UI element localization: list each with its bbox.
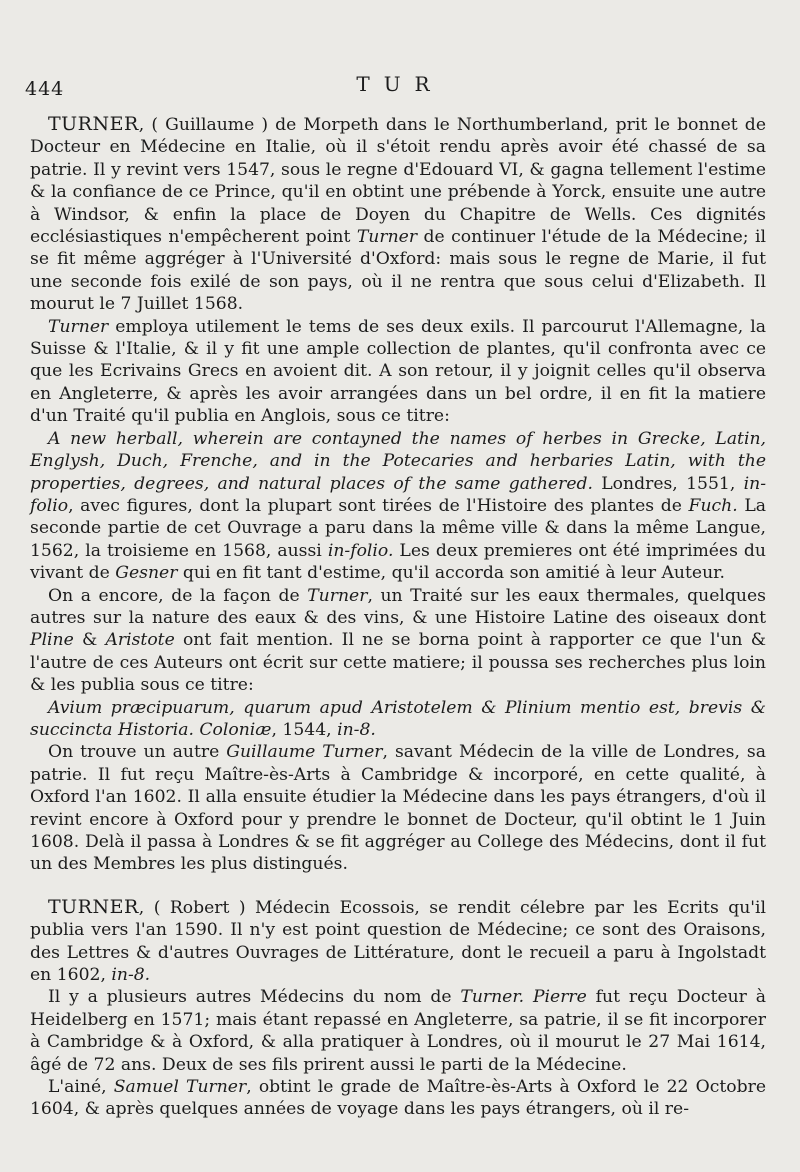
text-run: On a encore, de la façon de [48, 585, 308, 606]
page-number: 444 [25, 78, 65, 100]
entry-turner-guillaume [30, 113, 766, 316]
paragraph-book-title [30, 697, 766, 742]
paragraph-book-title [30, 428, 766, 585]
text-run: de continuer l'étude de la Médecine; il se fit même aggréger à l'Université d'Oxford: mais sous le regne de Marie, il fut une seconde fois exilé de son pays, où il ne rentra que sous celui d'Elizabeth. Il mourut le 7 Juillet 1568. [30, 227, 766, 315]
text-run: Londres, 1551, [592, 473, 744, 494]
text-run: , obtint le grade de Maître-ès-Arts à Oxford le 22 Octobre 1604, & après quelques années de voyage dans les pays étrangers, où il re- [30, 1077, 766, 1120]
text-run: qui en fit tant d'estime, qu'il accorda son amitié à leur Auteur. [177, 563, 725, 584]
italic-name: Turner [356, 227, 418, 248]
text-run: & [73, 630, 106, 651]
headword: TURNER [48, 113, 139, 135]
text-run: , ( Guillaume ) de Morpeth dans le Northumberland, prit le bonnet de Docteur en Médecine en Italie, où il s'étoit rendu après avoir été chassé de sa patrie. Il y revint vers 1547, sous le regne d'Edouard VI, & gagna tellement l'estime & la confiance de ce Prince, qu'il en obtint une prébende à Yorck, ensuite une autre à Windsor, & enfin la place de Doyen du Chapitre de Wells. Ces dignités ecclésiastiques n'empêcherent point [30, 115, 766, 248]
text-run: Les deux premieres ont été imprimées du vivant de [30, 540, 766, 584]
text-run: On trouve un autre [48, 742, 227, 763]
italic-name: Pline [30, 630, 74, 651]
italic-name: Samuel Turner [113, 1077, 247, 1098]
text-run: fut reçu Docteur à Heidelberg en 1571; mais étant repassé en Angleterre, sa patrie, il se fit incorporer à Cambridge & à Oxford, & alla pratiquer à Londres, où il mourut le 27 Mai 1614, âgé de 72 ans. Deux de ses fils prirent aussi le parti de la Médecine. [30, 987, 766, 1075]
headword: TURNER [48, 895, 139, 918]
italic-name: Gesner [115, 563, 178, 584]
text-run: Il y a plusieurs autres Médecins du nom de [48, 987, 461, 1008]
italic-name: Aristote [105, 630, 175, 651]
text-run: , ( Robert ) Médecin Ecossois, se rendit célebre par les Ecrits qu'il publia vers l'an 1590. Il n'y est point question de Médecine; ce sont des Oraisons, des Lettres & d'autres Ouvrages de Littérature, dont le recueil a paru à Ingolstadt en 1602, [30, 897, 766, 986]
text-run: , savant Médecin de la ville de Londres, sa patrie. Il fut reçu Maître-ès-Arts à Cambridge & incorporé, en cette qualité, à Oxford l'an 1602. Il alla ensuite étudier la Médecine dans les pays étrangers, d'où il revint encore à Oxford pour y prendre le bonnet de Docteur, qu'il obtint le 1 Juin 1608. Delà il passa à Londres & se fit aggréger au College des Médecins, dont il fut un des Membres les plus distingués. [30, 742, 766, 875]
text-run: L'ainé, [48, 1077, 114, 1098]
italic-name: Turner. Pierre [460, 987, 587, 1008]
text-run: , un Traité sur les eaux thermales, quelques autres sur la nature des eaux & des vins, & une Histoire Latine des oiseaux dont [30, 585, 766, 628]
paragraph [30, 741, 766, 875]
text-run: , avec figures, dont la plupart sont tirées de l'Histoire des plantes de [68, 495, 689, 516]
italic-name: Turner [307, 585, 368, 606]
entry-turner-robert [30, 896, 766, 987]
paragraph [30, 1076, 766, 1121]
format: in-8. [337, 719, 376, 740]
text-run: ont fait mention. Il ne se borna point à rapporter ce que l'un & l'autre de ces Auteurs ont écrit sur cette matiere; il poussa ses recherches plus loin & les publia sous ce titre: [30, 630, 766, 696]
text-run: employa utilement le tems de ses deux exils. Il parcourut l'Allemagne, la Suisse & l'Italie, & il y fit une ample collection de plantes, qu'il confronta avec ce que les Ecrivains Grecs en avoient dit. A son retour, il y joignit celles qu'il observa en Angleterre, & après les avoir arrangées dans un bel ordre, il en fit la matiere d'un Traité qu'il publia en Anglois, sous ce titre: [30, 316, 766, 427]
format: in-8. [111, 965, 151, 986]
italic-name: Guillaume Turner [226, 742, 383, 763]
body-text [30, 113, 766, 1121]
book-title: Avium præcipuarum, quarum apud Aristotelem & Plinium mentio est, brevis & succincta Historia. Coloniæ [30, 697, 766, 740]
paragraph [30, 986, 766, 1076]
text-run: La seconde partie de cet Ouvrage a paru dans la même ville & dans la même Langue, 1562, la troisieme en 1568, aussi [30, 495, 766, 561]
paragraph [30, 585, 766, 697]
format: in-folio [30, 473, 766, 516]
book-title: A new herball, wherein are contayned the names of herbes in Grecke, Latin, Englysh, Duch, Frenche, and in the Potecaries and herbaries Latin, with the properties, degrees, and natural places of the same gathered. [30, 428, 766, 494]
format: in-folio. [327, 540, 394, 561]
italic-name: Fuch. [688, 495, 738, 516]
paragraph [30, 316, 766, 428]
running-head: TUR [356, 72, 444, 96]
text-run: , 1544, [271, 719, 338, 740]
italic-name: Turner [48, 316, 109, 337]
